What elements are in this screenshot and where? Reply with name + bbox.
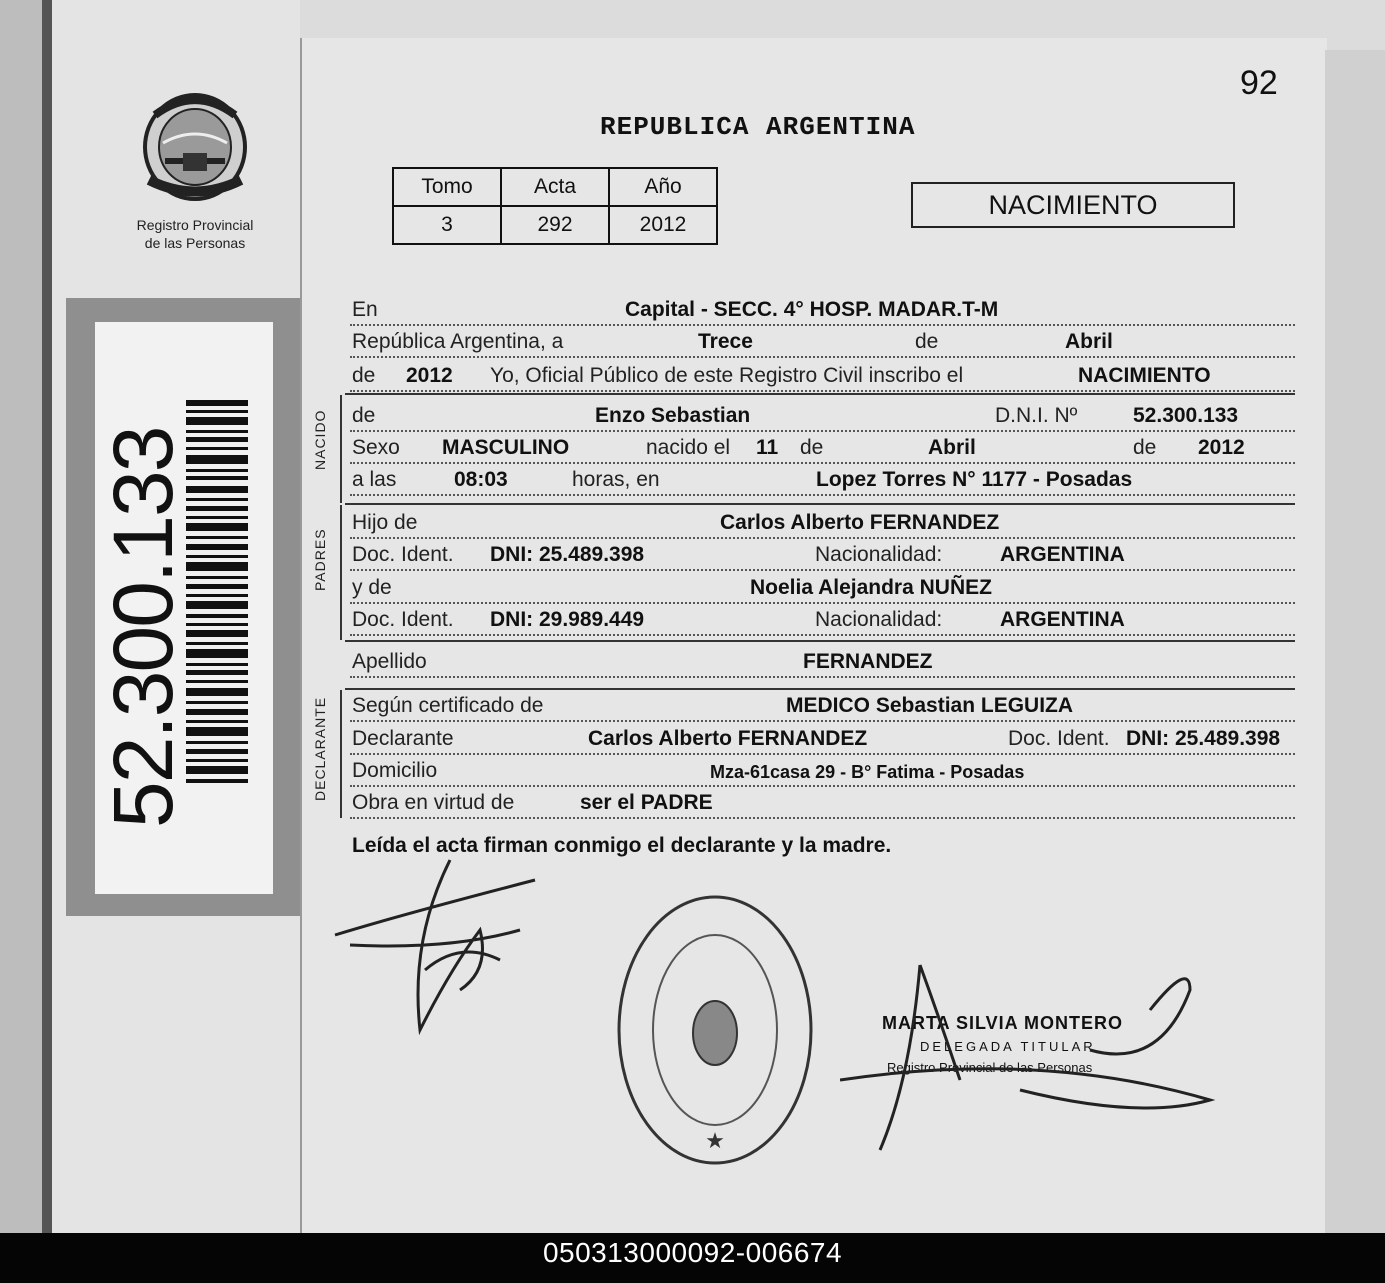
row-inscribo	[350, 362, 1295, 392]
value-acta: 292	[501, 206, 609, 244]
section-rule-declarante	[345, 688, 1295, 690]
label-nacido: nacido el	[646, 436, 731, 459]
label-de: de	[915, 330, 939, 353]
label-yo: Yo, Oficial Público de este Registro Civil inscribo el	[490, 364, 964, 387]
label-republica: República Argentina, a	[352, 330, 564, 353]
value-hora: 08:03	[454, 468, 508, 491]
register-table	[392, 167, 718, 245]
page-number: 92	[1240, 64, 1278, 102]
row-domicilio	[350, 757, 1295, 787]
label-sexo: Sexo	[352, 436, 400, 459]
act-type-box: NACIMIENTO	[911, 182, 1235, 228]
value-en: Capital - SECC. 4° HOSP. MADAR.T-M	[625, 298, 999, 321]
label-domicilio: Domicilio	[352, 759, 438, 782]
value-madre: Noelia Alejandra NUÑEZ	[750, 576, 992, 599]
registry-name	[105, 216, 285, 252]
binding-strip	[0, 0, 42, 1233]
barcode-icon	[186, 400, 248, 790]
section-label-padres: PADRES	[312, 528, 328, 591]
label-a-las: a las	[352, 468, 397, 491]
official-name: MARTA SILVIA MONTERO	[882, 1013, 1123, 1033]
row-certificado	[350, 692, 1295, 722]
row-nombre	[350, 402, 1295, 432]
label-de-nombre: de	[352, 404, 376, 427]
footer-code: 050313000092-006674	[542, 1237, 843, 1268]
stamp-round-outer	[610, 1170, 611, 1171]
label-nac-padre: Nacionalidad:	[815, 543, 943, 566]
header-tomo: Tomo	[393, 168, 501, 206]
section-bar-nacido	[340, 395, 342, 503]
page-title: REPUBLICA ARGENTINA	[600, 112, 916, 142]
value-madre-nac: ARGENTINA	[1000, 608, 1125, 631]
row-virtud	[350, 789, 1295, 819]
value-sexo: MASCULINO	[442, 436, 570, 459]
header-anio: Año	[609, 168, 717, 206]
registry-line-2: de las Personas	[144, 235, 246, 251]
label-apellido: Apellido	[352, 650, 427, 673]
value-anio: 2012	[406, 364, 453, 387]
value-certificado: MEDICO Sebastian LEGUIZA	[786, 694, 1074, 717]
value-apellido: FERNANDEZ	[803, 650, 933, 673]
value-nombre: Enzo Sebastian	[595, 404, 751, 427]
value-declarante: Carlos Alberto FERNANDEZ	[588, 727, 868, 750]
row-madre	[350, 574, 1295, 604]
value-padre: Carlos Alberto FERNANDEZ	[720, 511, 1000, 534]
label-en: En	[352, 298, 378, 321]
registry-line-1: Registro Provincial	[136, 217, 254, 233]
label-de-anio2: de	[1133, 436, 1157, 459]
label-certificado: Según certificado de	[352, 694, 544, 717]
binding-shadow	[42, 0, 52, 1233]
label-horas: horas, en	[572, 468, 660, 491]
label-doc-declarante: Doc. Ident.	[1008, 727, 1110, 750]
value-mes: Abril	[1065, 330, 1113, 353]
value-domicilio: Mza-61casa 29 - B° Fatima - Posadas	[710, 762, 1025, 782]
value-padre-nac: ARGENTINA	[1000, 543, 1125, 566]
row-padre-doc	[350, 541, 1295, 571]
value-declarante-doc: DNI: 25.489.398	[1126, 727, 1281, 750]
header-acta: Acta	[501, 168, 609, 206]
label-hijo: Hijo de	[352, 511, 418, 534]
section-rule-padres	[345, 503, 1295, 505]
register-header-row	[393, 168, 717, 206]
register-value-row	[393, 206, 717, 244]
label-doc-madre: Doc. Ident.	[352, 608, 454, 631]
value-virtud: ser el PADRE	[580, 791, 713, 814]
value-anio: 2012	[609, 206, 717, 244]
label-de-anio: de	[352, 364, 376, 387]
official-role: DELEGADA TITULAR	[920, 1039, 1096, 1054]
row-sexo	[350, 434, 1295, 464]
value-lugar: Lopez Torres N° 1177 - Posadas	[816, 468, 1133, 491]
row-madre-doc	[350, 606, 1295, 636]
value-nac-dia: 11	[756, 436, 779, 459]
svg-text:★: ★	[705, 1129, 725, 1154]
delegation-stamp	[615, 893, 815, 1168]
misiones-seal-icon	[135, 85, 255, 205]
section-bar-padres	[340, 505, 342, 640]
label-virtud: Obra en virtud de	[352, 791, 515, 814]
value-dni: 52.300.133	[1133, 404, 1239, 427]
section-rule-nacido	[345, 393, 1295, 395]
label-de-mes: de	[800, 436, 824, 459]
section-label-declarante: DECLARANTE	[312, 696, 328, 801]
value-dia: Trece	[698, 330, 753, 353]
row-declarante	[350, 725, 1295, 755]
section-label-nacido: NACIDO	[312, 409, 328, 470]
closing-statement: Leída el acta firman conmigo el declarante y la madre.	[352, 834, 892, 857]
row-hora	[350, 466, 1295, 496]
declarant-signature	[330, 850, 550, 1040]
section-rule-apellido	[345, 640, 1295, 642]
row-en	[350, 296, 1295, 326]
official-signature	[840, 960, 1220, 1160]
value-inscribo: NACIMIENTO	[1078, 364, 1211, 387]
label-declarante: Declarante	[352, 727, 454, 750]
barcode-number: 52.300.133	[96, 427, 190, 828]
value-madre-doc: DNI: 29.989.449	[490, 608, 645, 631]
official-office: Registro Provincial de las Personas	[887, 1060, 1093, 1075]
page-edge	[1325, 50, 1385, 1233]
label-dni: D.N.I. Nº	[995, 404, 1078, 427]
section-bar-declarante	[340, 690, 342, 818]
row-padre	[350, 509, 1295, 539]
value-tomo: 3	[393, 206, 501, 244]
row-republica	[350, 328, 1295, 358]
label-y-de: y de	[352, 576, 392, 599]
value-nac-anio: 2012	[1198, 436, 1245, 459]
stamp-round-text	[610, 1170, 611, 1171]
label-doc-padre: Doc. Ident.	[352, 543, 454, 566]
label-nac-madre: Nacionalidad:	[815, 608, 943, 631]
value-padre-doc: DNI: 25.489.398	[490, 543, 645, 566]
value-nac-mes: Abril	[928, 436, 976, 459]
row-apellido	[350, 648, 1295, 678]
